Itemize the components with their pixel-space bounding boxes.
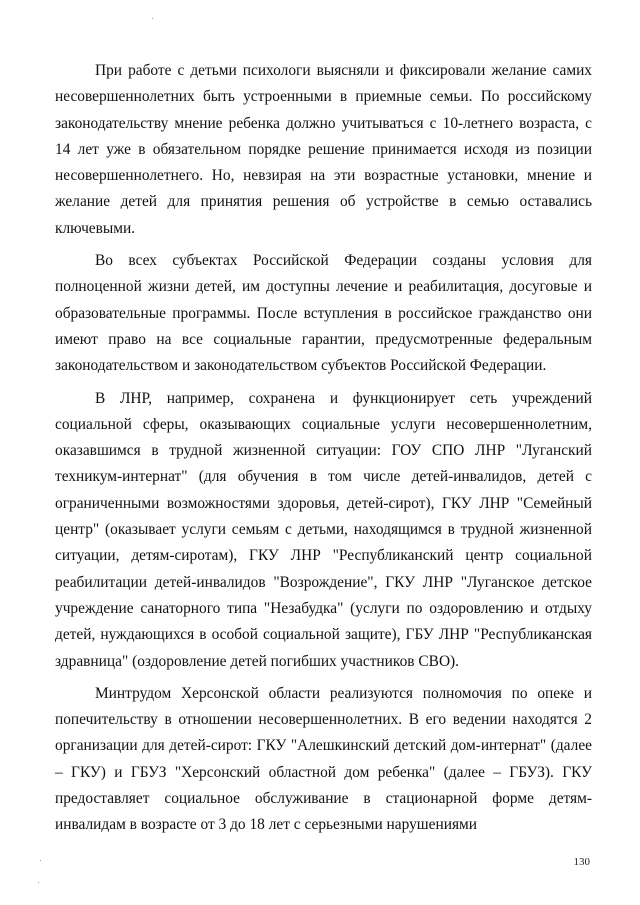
page-number: 130 xyxy=(573,856,590,868)
paragraph-kherson-guardianship: Минтрудом Херсонской области реализуются полномочия по опеке и попечительству в отношении несовершеннолетних. В его ведении находятся 2 организации для детей-сирот: ГКУ "Алешкинский детский дом-интернат" (далее – ГКУ) и ГБУЗ "Херсонский областной дом ребенка" (далее – ГБУЗ). ГКУ предоставляет социальное обслуживание в стационарной форме детям-инвалидам в возрасте от 3 до 18 лет с серьезными нарушениями xyxy=(55,684,592,834)
paragraph-federal-conditions: Во всех субъектах Российской Федерации созданы условия для полноценной жизни детей, им доступны лечение и реабилитация, досуговые и образовательные программы. После вступления в российское гражданство они имеют право на все социальные гарантии, предусмотренные федеральным законодательством и законодательством субъектов Российской Федерации. xyxy=(55,252,592,375)
paragraph-child-wishes: При работе с детьми психологи выясняли и фиксировали желание самих несовершеннолетних быть устроенными в приемные семьи. По российскому законодательству мнение ребенка должно учитываться с 10-летнего возраста, с 14 лет уже в обязательном порядке решение принимается исходя из позиции несовершеннолетнего. Но, невзирая на эти возрастные установки, мнение и желание детей для принятия решения об устройстве в семью оставались ключевыми. xyxy=(55,62,592,237)
scan-speck xyxy=(38,882,39,883)
paragraph-lnr-institutions: В ЛНР, например, сохранена и функционирует сеть учреждений социальной сферы, оказывающих социальные услуги несовершеннолетним, оказавшимся в трудной жизненной ситуации: ГОУ СПО ЛНР "Луганский техникум-интернат" (для обучения в том числе детей-инвалидов, детей с ограниченными возможностями здоровья, детей-сирот), ГКУ ЛНР "Семейный центр" (оказывает услуги семьям с детьми, находящимся в трудной жизненной ситуации, детям-сиротам), ГКУ ЛНР "Республиканский центр социальной реабилитации детей-инвалидов "Возрождение", ГКУ ЛНР "Луганское детское учреждение санаторного типа "Незабудка" (услуги по оздоровлению и отдыху детей, нуждающихся в особой социальной защите), ГБУ ЛНР "Республиканская здравница" (оздоровление детей погибших участников СВО). xyxy=(55,389,592,670)
document-body xyxy=(55,58,592,845)
scan-speck xyxy=(152,18,153,19)
scan-speck xyxy=(40,860,41,861)
